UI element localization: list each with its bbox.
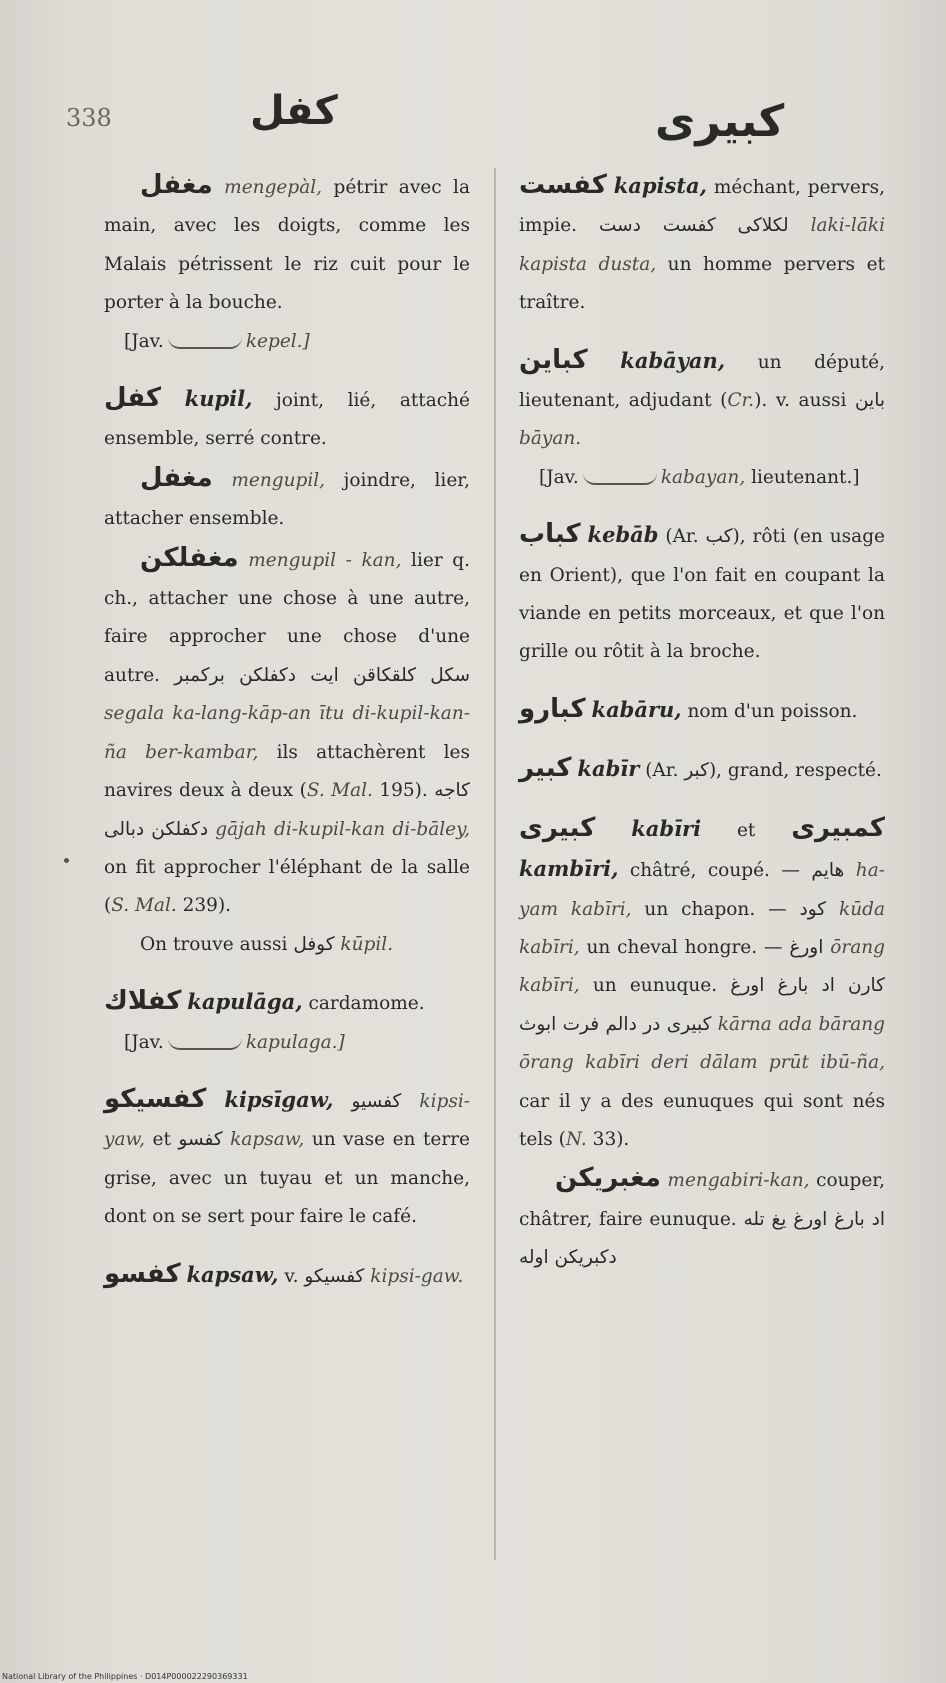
entry-mengupilkan: مغفلكن mengupil - kan, lier q. ch., attacher une chose à une autre, faire approcher une chose d'une autre. سكل كلقكاقن ايت دكفلكن بركمبر segala ka-lang-kāp-an ītu di-kupil-kan-ña ber-kambar, ils attachèrent les navires deux à deux (S. Mal. 195). كاجه دكفلكن دبالى gājah di-kupil-kan di-bāley, on fit approcher l'éléphant de la salle (S. Mal. 239). bbox=[104, 542, 470, 917]
entry-kabiri: كبيرى kabīri et كمبيرى kambīri, châtré, coupé. — هايم ha-yam kabīri, un chapon. — كود kūda kabīri, un cheval hongre. — اورغ ōrang kabīri, un eunuque. كارن اد بارغ اورغ كبيرى در دالم فرت ابوث kārna ada bārang ōrang kabīri deri dālam prūt ibū-ña, car il y a des eunuques qui sont nés tels (N. 33). bbox=[519, 812, 885, 1150]
entry-kabaru: كبارو kabāru, nom d'un poisson. bbox=[519, 693, 858, 724]
entry-kabayan: كباين kabāyan, un député, lieutenant, adjudant (Cr.). v. aussi باين bāyan. bbox=[519, 344, 885, 450]
margin-dot bbox=[64, 858, 69, 863]
javanese-note: [Jav. kabayan, lieutenant.] bbox=[539, 466, 860, 488]
right-column bbox=[519, 166, 885, 1278]
header-left-arabic: كفل bbox=[250, 88, 338, 134]
entry-mengupil: مغفل mengupil, joindre, lier, attacher ensemble. bbox=[104, 462, 470, 530]
javanese-note: [Jav. kepel.] bbox=[124, 330, 310, 352]
entry-mengabiri: مغبريكن mengabiri-kan, couper, châtrer, faire eunuque. اد بارغ اورغ يغ تله دكبريكن اوله bbox=[519, 1163, 885, 1269]
column-divider bbox=[494, 168, 496, 1560]
entry-kupil-variant: On trouve aussi كوفل kūpil. bbox=[140, 933, 394, 955]
entry-kapista: كفست kapista, méchant, pervers, impie. لكلاكى كفست دست laki-lāki kapista dusta, un homme pervers et traître. bbox=[519, 170, 885, 314]
javanese-note: [Jav. kapulaga.] bbox=[124, 1031, 345, 1053]
entry-kapsaw: كفسو kapsaw, v. كفسيكو kipsi-gaw. bbox=[104, 1258, 464, 1289]
entry-kupil: كفل kupil, joint, lié, attaché ensemble, serré contre. bbox=[104, 383, 470, 450]
javanese-script-glyphs bbox=[168, 335, 242, 349]
page-number: 338 bbox=[66, 104, 112, 132]
javanese-script-glyphs bbox=[168, 1036, 242, 1050]
entry-mengepal: مغفل mengepàl, pétrir avec la main, avec les doigts, comme les Malais pétrissent le riz cuit pour le porter à la bouche. bbox=[104, 170, 470, 314]
entry-kabir: كبير kabīr (Ar. كبر), grand, respecté. bbox=[519, 753, 882, 784]
scan-footer: National Library of the Philippines · D014P000022290369331 bbox=[2, 1672, 248, 1681]
left-column bbox=[104, 166, 470, 1296]
entry-kebab: كباب kebāb (Ar. كب), rôti (en usage en Orient), que l'on fait en coupant la viande en petits morceaux, et que l'on grille ou rôtit à la broche. bbox=[519, 519, 885, 663]
header-right-arabic: كبيرى bbox=[655, 96, 785, 147]
javanese-script-glyphs bbox=[583, 471, 657, 485]
entry-kipsigaw: كفسيكو kipsīgaw, كفسيو kipsi-yaw, et كفسو kapsaw, un vase en terre grise, avec un tuyau et un manche, dont on se sert pour faire le café. bbox=[104, 1083, 470, 1228]
entry-kapulaga: كفلاك kapulāga, cardamome. bbox=[104, 986, 425, 1017]
